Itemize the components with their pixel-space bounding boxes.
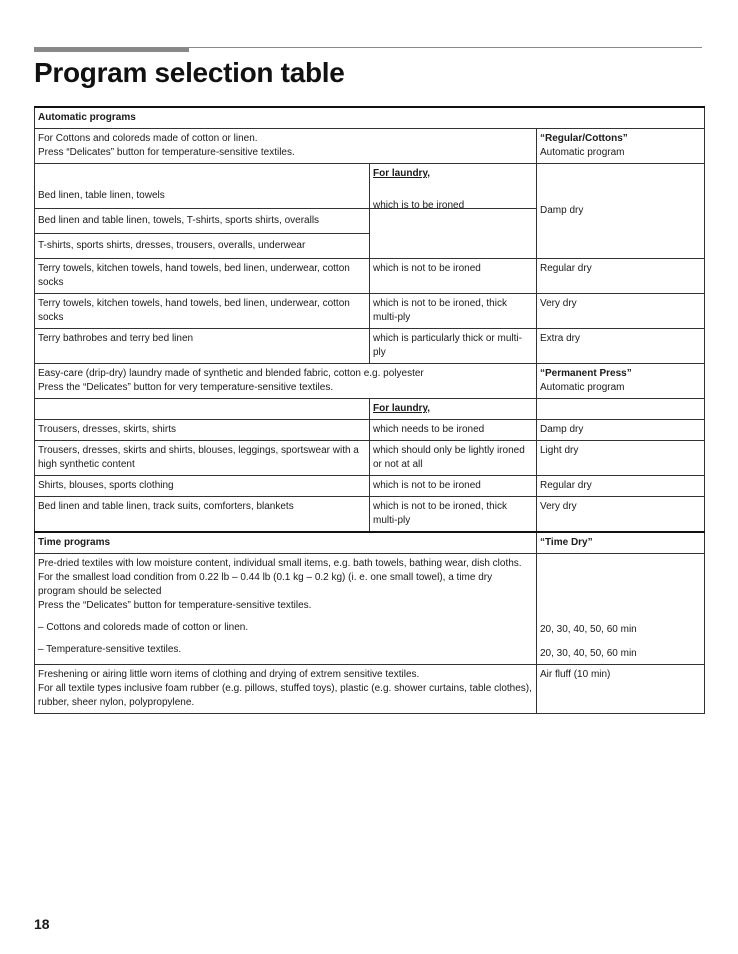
title-rule bbox=[189, 47, 702, 48]
cottons-description-line: For Cottons and coloreds made of cotton or linen. bbox=[38, 133, 258, 144]
empty-cell bbox=[35, 399, 370, 420]
laundry-condition: which needs to be ironed bbox=[370, 420, 537, 441]
laundry-condition: which is not to be ironed, thick multi-ply bbox=[370, 497, 537, 533]
table-row bbox=[35, 665, 705, 714]
for-laundry-label: For laundry, bbox=[373, 403, 431, 414]
table-header-row bbox=[35, 532, 705, 554]
air-description-line: For all textile types inclusive foam rubber (e.g. pillows, stuffed toys), plastic (e.g. shower curtains, table clothes), rubber, sheer nylon, polypropylene. bbox=[38, 683, 532, 708]
title-rule-accent bbox=[34, 47, 189, 52]
laundry-items: Bed linen, table linen, towels bbox=[35, 164, 370, 209]
dry-result: Very dry bbox=[537, 497, 705, 533]
laundry-items: Bed linen and table linen, track suits, comforters, blankets bbox=[35, 497, 370, 533]
cottons-description-line: Press “Delicates” button for temperature-sensitive textiles. bbox=[38, 147, 295, 158]
empty-cell bbox=[537, 399, 705, 420]
time-value: 20, 30, 40, 50, 60 min bbox=[540, 648, 637, 659]
table-row bbox=[35, 420, 705, 441]
time-values bbox=[537, 554, 705, 665]
dry-result: Regular dry bbox=[537, 259, 705, 294]
laundry-condition: which is not to be ironed bbox=[370, 476, 537, 497]
dry-result: Light dry bbox=[537, 441, 705, 476]
table-header-row bbox=[35, 107, 705, 129]
table-row bbox=[35, 329, 705, 364]
program-name: “Permanent Press” bbox=[540, 368, 632, 379]
time-programs-header: Time programs bbox=[35, 532, 537, 554]
dry-result: Damp dry bbox=[537, 164, 705, 259]
laundry-condition: which is not to be ironed, thick multi-ply bbox=[370, 294, 537, 329]
program-selection-table bbox=[34, 106, 705, 714]
dry-result: Very dry bbox=[537, 294, 705, 329]
dry-result: Regular dry bbox=[537, 476, 705, 497]
table-row bbox=[35, 399, 705, 420]
table-row bbox=[35, 497, 705, 533]
dry-result: Extra dry bbox=[537, 329, 705, 364]
time-programs-description bbox=[35, 554, 537, 665]
time-description-line: Pre-dried textiles with low moisture content, individual small items, e.g. bath towels, bathing wear, dish cloths. bbox=[38, 558, 522, 569]
laundry-items: Terry towels, kitchen towels, hand towels, bed linen, underwear, cotton socks bbox=[35, 294, 370, 329]
program-type: Automatic program bbox=[540, 147, 625, 158]
permanent-press-description-line: Easy-care (drip-dry) laundry made of synthetic and blended fabric, cotton e.g. polyester bbox=[38, 368, 424, 379]
table-row bbox=[35, 554, 705, 665]
program-type: Automatic program bbox=[540, 382, 625, 393]
table-row bbox=[35, 259, 705, 294]
time-value: 20, 30, 40, 50, 60 min bbox=[540, 624, 637, 635]
table-row bbox=[35, 129, 705, 164]
time-description-line: Press the “Delicates” button for temperature-sensitive textiles. bbox=[38, 600, 312, 611]
table-row bbox=[35, 476, 705, 497]
laundry-items: Bed linen and table linen, towels, T-shirts, sports shirts, overalls bbox=[35, 209, 370, 234]
laundry-condition: which is not to be ironed bbox=[370, 259, 537, 294]
automatic-programs-header: Automatic programs bbox=[35, 107, 705, 129]
laundry-items: T-shirts, sports shirts, dresses, trousers, overalls, underwear bbox=[35, 234, 370, 259]
air-description-line: Freshening or airing little worn items of clothing and drying of extrem sensitive textiles. bbox=[38, 669, 420, 680]
table-row bbox=[35, 294, 705, 329]
laundry-condition: which is particularly thick or multi-ply bbox=[370, 329, 537, 364]
air-fluff-description bbox=[35, 665, 537, 714]
air-fluff-program: Air fluff (10 min) bbox=[537, 665, 705, 714]
laundry-items: Terry bathrobes and terry bed linen bbox=[35, 329, 370, 364]
table-row bbox=[35, 364, 705, 399]
program-name: “Regular/Cottons” bbox=[540, 133, 628, 144]
laundry-items: Trousers, dresses, skirts, shirts bbox=[35, 420, 370, 441]
permanent-press-description bbox=[35, 364, 537, 399]
page-title: Program selection table bbox=[34, 57, 345, 88]
for-laundry-label: For laundry, bbox=[373, 168, 431, 179]
cottons-description bbox=[35, 129, 537, 164]
time-description-item: – Cottons and coloreds made of cotton or linen. bbox=[38, 622, 249, 633]
dry-result: Damp dry bbox=[537, 420, 705, 441]
permanent-press-description-line: Press the “Delicates” button for very temperature-sensitive textiles. bbox=[38, 382, 334, 393]
cottons-program bbox=[537, 129, 705, 164]
laundry-items: Shirts, blouses, sports clothing bbox=[35, 476, 370, 497]
table-row bbox=[35, 441, 705, 476]
laundry-items: Terry towels, kitchen towels, hand towels, bed linen, underwear, cotton socks bbox=[35, 259, 370, 294]
laundry-condition-column bbox=[370, 399, 537, 420]
permanent-press-program bbox=[537, 364, 705, 399]
laundry-items: Trousers, dresses, skirts and shirts, blouses, leggings, sportswear with a high synthetic content bbox=[35, 441, 370, 476]
time-dry-program: “Time Dry” bbox=[537, 532, 705, 554]
time-description-item: – Temperature-sensitive textiles. bbox=[38, 644, 182, 655]
time-description-line: For the smallest load condition from 0.22 lb – 0.44 lb (0.1 kg – 0.2 kg) (i. e. one small towel), a time dry program should be selected bbox=[38, 572, 493, 597]
laundry-condition: which should only be lightly ironed or not at all bbox=[370, 441, 537, 476]
laundry-condition: which is to be ironed bbox=[370, 199, 537, 249]
page-number: 18 bbox=[34, 916, 50, 932]
